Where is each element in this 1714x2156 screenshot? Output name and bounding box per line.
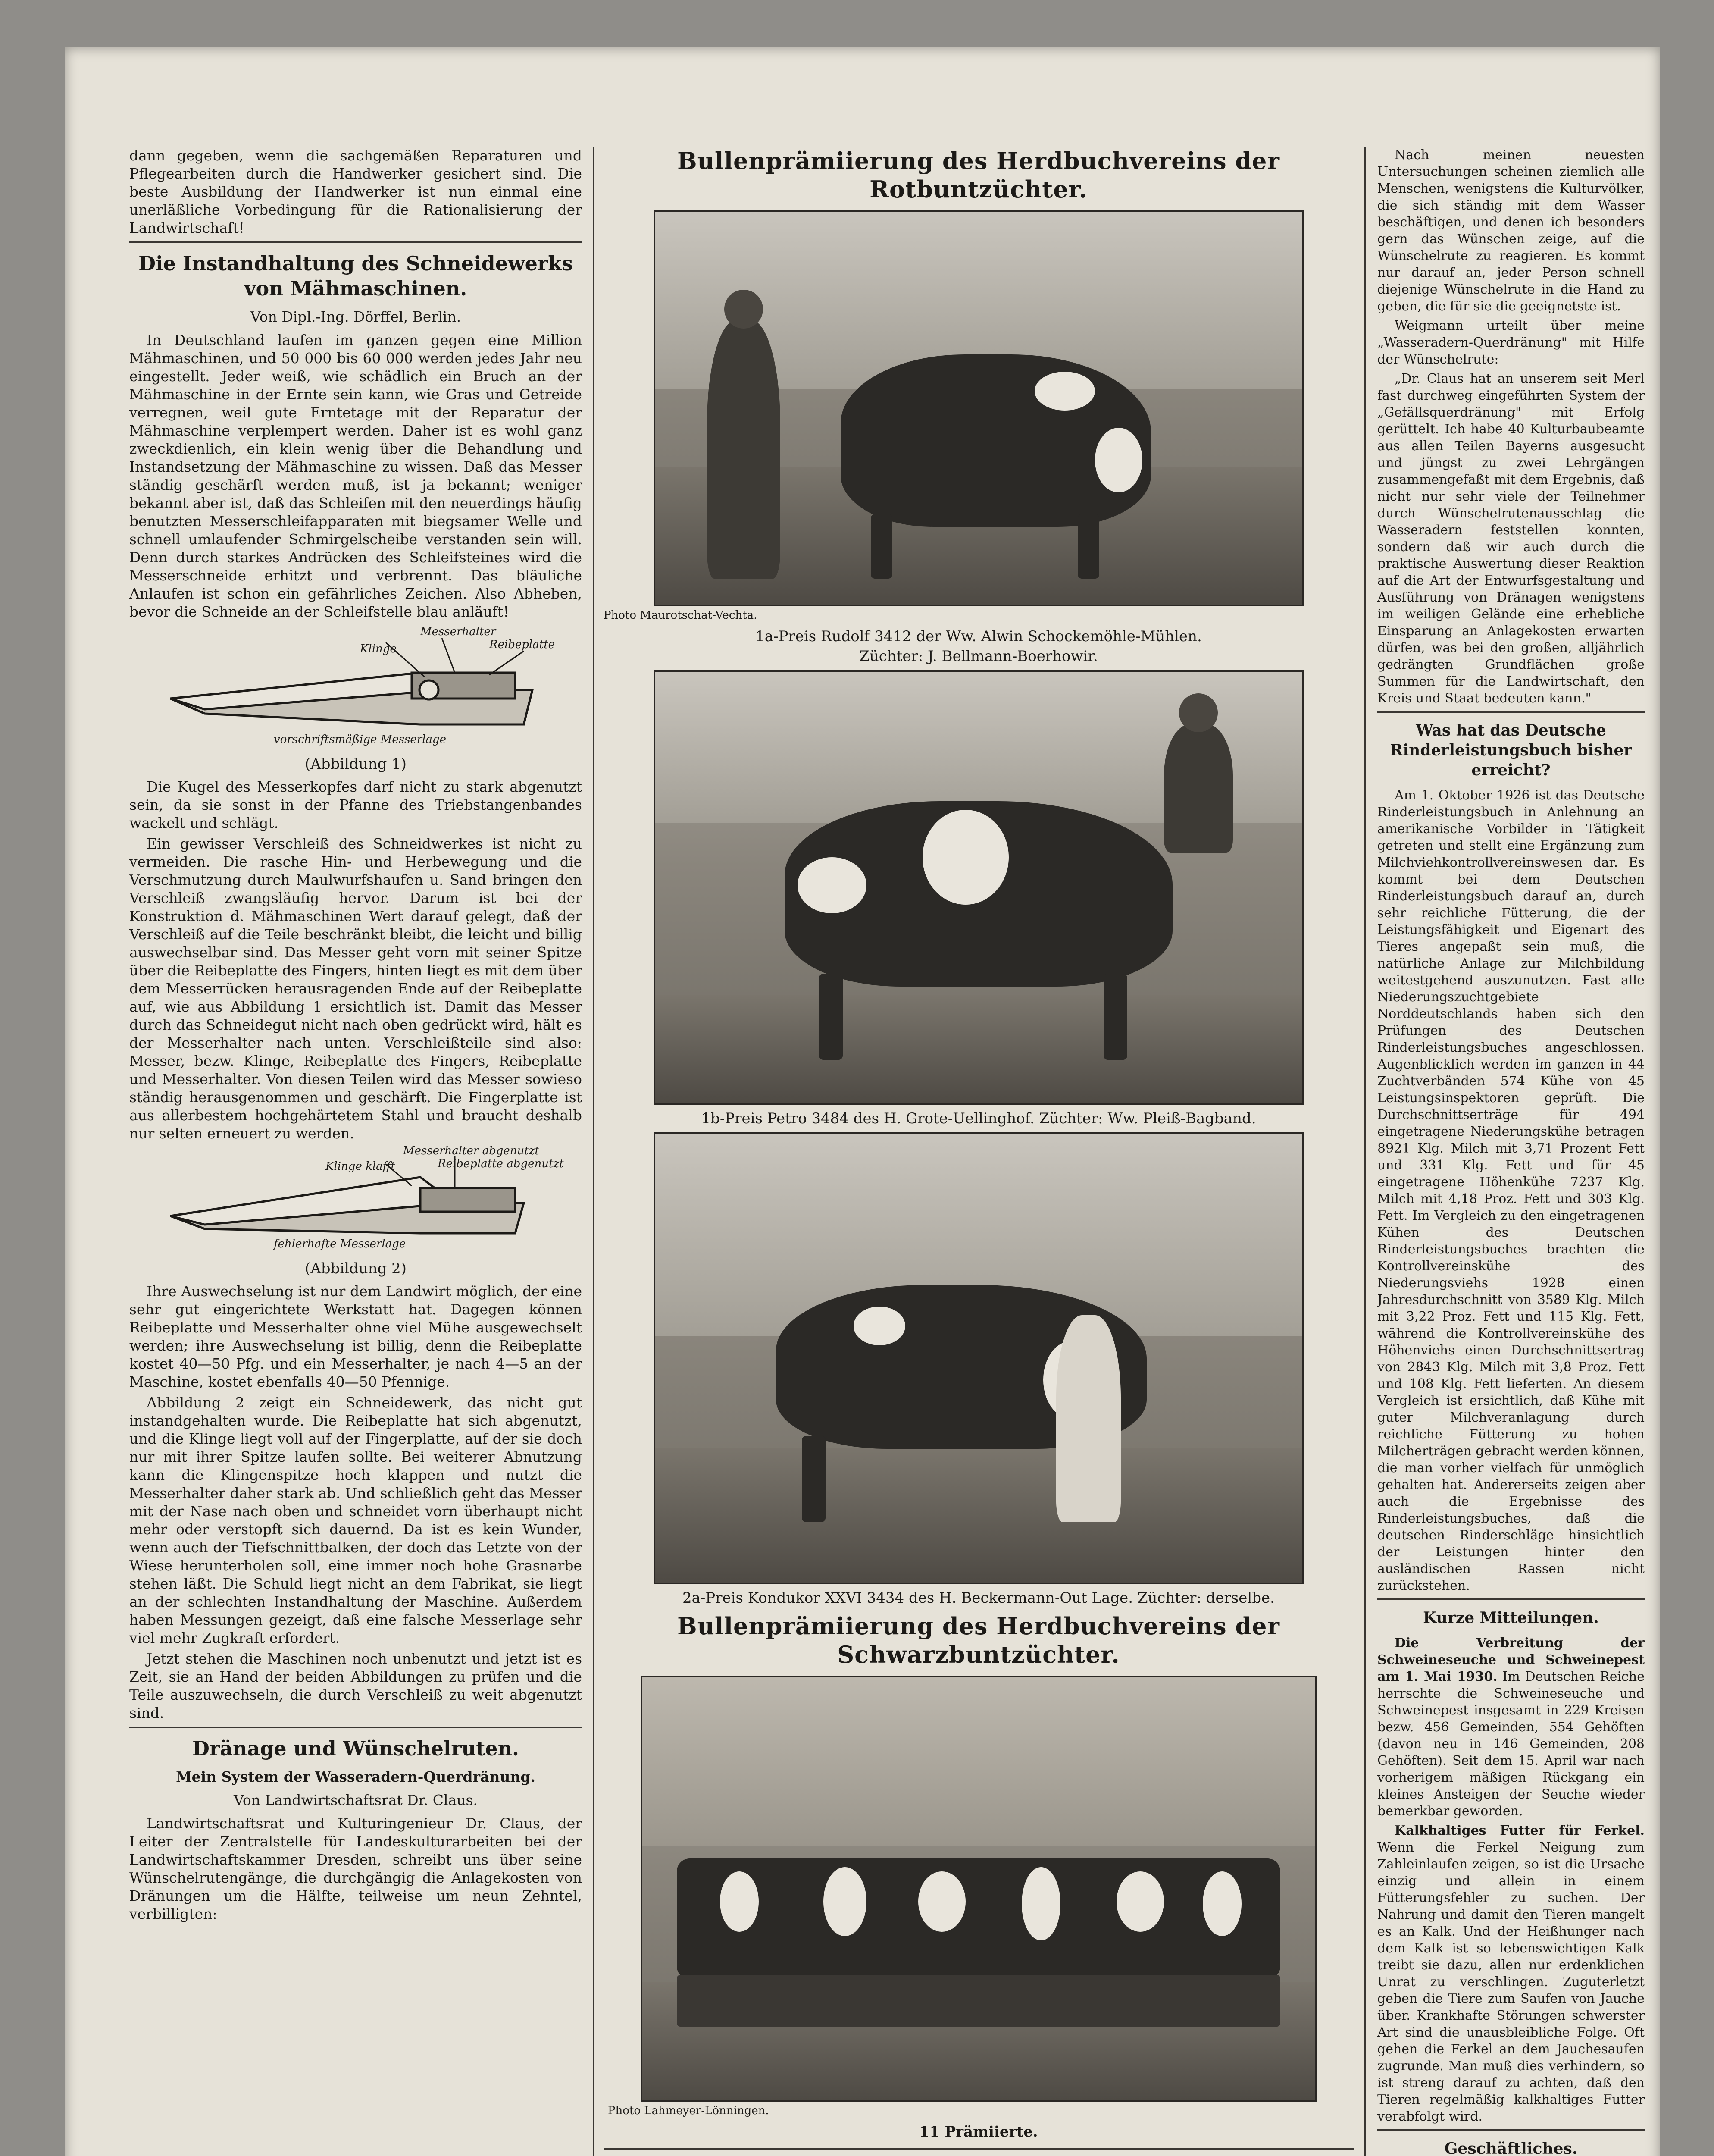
cattle-book-paragraph: Am 1. Oktober 1926 ist das Deutsche Rinderleistungsbuch in Anlehnung an amerikanische Vorbilder in Tätigkeit getreten und stellt eine Ergänzung zum Milchviehkontrollvereinswesen dar. Es kommt bei dem Deutschen Rinderleistungsbuch darauf an, durch sehr reichliche Fütterung, die der Leistungsfähigkeit und Eigenart des Tieres angepaßt sein muß, die natürliche Anlage zur Milchbildung weitestgehend auszunutzen. Fast alle Niederungszuchtgebiete Norddeutschlands haben sich den Prüfungen des Deutschen Rinderleistungsbuches angeschlossen. Augenblicklich werden im ganzen in 44 Zuchtverbänden 574 Kühe von 45 Leistungsinspektoren geprüft. Die Durchschnittserträge für 494 eingetragene Niederungskühe betragen 8921 Klg. Milch mit 3,71 Prozent Fett und 331 Klg. Fett und für 45 eingetragene Höhenkühe 7237 Klg. Milch mit 4,18 Proz. Fett und 303 Klg. Fett. Im Vergleich zu den eingetragenen Kühen des Deutschen Rinderleistungsbuches brachten die Kontrollvereinskühe des Niederungsviehs 1928 einen Jahresdurchschnitt von 3589 Klg. Milch mit 3,22 Proz. Fett und 115 Klg. Fett, während die Kontrollvereinskühe des Höhenviehs einen Durchschnittsertrag von 2843 Klg. Milch mit 3,8 Proz. Fett und 108 Klg. Fett lieferten. An diesem Vergleich ist ersichtlich, daß Kühe mit guter Milchveranlagung durch reichliche Fütterung zu hohen Milcherträgen gebracht werden können, die man vorher vielfach für unmöglich gehalten hat. Andererseits zeigen aber auch die Ergebnisse des Rinderleistungsbuches, daß die deutschen Rinderschläge hinsichtlich der Leistungen hinter den ausländischen Rassen nicht zurückstehen. xyxy=(1377,788,1645,1593)
weigmann-quote: „Dr. Claus hat an unserem seit Merl fast durchweg eingeführten System der „Gefällsquerdränung" mit Erfolg gerüttelt. Ich habe 40 Kulturbaubeamte aus allen Teilen Bayerns ausgesucht und jüngst zu zwei Lehrgängen zusammengefaßt mit dem Ergebnis, daß nicht nur sehr viele der Teilnehmer durch Wünschelrutenausschlag die Wasseradern feststellen konnten, sondern daß wir auch durch die praktische Auswertung dieser Reaktion auf die Art der Entwurfsgestaltung und Ausführung von Dränagen wenigstens im weiligen Gelände eine erhebliche Einsparung an Anlagekosten erwarten dürfen, was bei den großen, alljährlich gedrängten Grundflächen große Summen für die Landwirtschaft, den Kreis und Staat bedeuten kann." xyxy=(1377,371,1645,706)
mowing-paragraph-4: Ihre Auswechselung ist nur dem Landwirt möglich, der eine sehr gut eingerichtete Werkstatt hat. Dagegen können Reibeplatte und Messerhalter ohne viel Mühe ausgewechselt werden; ihre Auswechselung ist billig, denn die Reibeplatte kostet 40—50 Pfg. und ein Messerhalter, je nach 4—5 an der Maschine, kostet ebenfalls 40—50 Pfennige. xyxy=(129,1283,582,1390)
mowing-paragraph-1: In Deutschland laufen im ganzen gegen eine Million Mähmaschinen, und 50 000 bis 60 000 werden jedes Jahr neu eingestellt. Jeder weiß, wie schädlich ein Bruch an der Mähmaschine in der Ernte sein kann, wie Gras und Getreide verregnen, weil gute Erntetage mit der Reparatur der Mähmaschine verplempert werden. Daher ist es wohl ganz zweckdienlich, ein klein wenig über die Behandlung und Instandsetzung der Mähmaschine zu wissen. Daß das Messer ständig geschärft werden muß, ist ja bekannt; weniger bekannt aber ist, daß das Schleifen mit den neuerdings häufig benutzten Messerschleifapparaten mit biegsamer Welle und schnell umlaufender Schmirgelscheibe verstanden sein will. Denn durch starkes Andrücken des Schleifsteines wird die Messerschneide erhitzt und verbrennt. Das bläuliche Anlaufen ist schon ein gefährliches Zeichen. Also Abheben, bevor die Schneide an der Schleifstelle blau anläuft! xyxy=(129,332,582,620)
photo2-caption: 1b-Preis Petro 3484 des H. Grote-Uellinghof. Züchter: Ww. Pleiß-Bagband. xyxy=(701,1110,1256,1127)
article-subtitle-drainage: Mein System der Wasseradern-Querdränung. xyxy=(176,1768,535,1785)
swine-fever-text: Im Deutschen Reiche herrschte die Schweineseuche und Schweinepest insgesamt in 229 Kreisen bezw. 456 Gemeinden, 554 Gehöften (davon neu in 146 Gemeinden, 208 Gehöften). Seit dem 15. April war nach vorherigem mäßigen Rückgang ein kleines Ansteigen der Seuche wieder bemerkbar geworden. xyxy=(1377,1669,1645,1819)
figure-1-caption: (Abbildung 1) xyxy=(304,755,407,773)
drainage-paragraph-1: Landwirtschaftsrat und Kulturingenieur Dr. Claus, der Leiter der Zentralstelle für Landeskulturarbeiten bei der Landwirtschaftskammer Dresden, schreibt uns über seine Wünschelrutengänge, die durchgängig die Anlagekosten von Dränungen um die Hälfte, teilweise um neun Zehntel, verbilligten: xyxy=(129,1815,582,1922)
photo1-credit: Photo Maurotschat-Vechta. xyxy=(604,609,757,622)
title-short-news: Kurze Mitteilungen. xyxy=(1423,1609,1599,1627)
title-red-pied: Bullenprämiierung des Herdbuchvereins der Rotbuntzüchter. xyxy=(677,147,1280,203)
title-business: Geschäftliches. xyxy=(1444,2140,1578,2156)
article-author-claus: Von Landwirtschaftsrat Dr. Claus. xyxy=(234,1792,478,1808)
piglet-feed-title: Kalkhaltiges Futter für Ferkel. xyxy=(1395,1823,1645,1838)
article-title-mowing: Die Instandhaltung des Schneidewerks von Mähmaschinen. xyxy=(138,252,573,300)
fig1-label-correct: vorschriftsmäßige Messerlage xyxy=(274,733,447,746)
photo3-caption: 2a-Preis Kondukor XXVI 3434 des H. Beckermann-Out Lage. Züchter: derselbe. xyxy=(682,1589,1275,1607)
fig2-label-knife-holder: Messerhalter abgenutzt xyxy=(403,1144,539,1157)
piglet-feed-text: Wenn die Ferkel Neigung zum Zahleinlaufen zeigen, so ist die Ursache einzig und allein in einem Fütterungsfehler zu suchen. Der Nahrung und damit den Tieren mangelt es an Kalk. Und der Heißhunger nach dem Kalk ist so lebenswichtigen Kalk treibt sie dazu, allen nur erdenklichen Unrat zu verschlingen. Zuguterletzt geben die Tiere zum Saufen von Jauche über. Krankhafte Störungen schwerster Art sind die unausbleibliche Folge. Oft gehen die Ferkel an dem Jauchesaufen zugrunde. Man muß dies verhindern, so ist streng darauf zu achten, daß den Tieren regelmäßig kalkhaltiges Futter verabfolgt wird. xyxy=(1377,1840,1645,2124)
piglet-feed-item xyxy=(1377,1822,1645,2125)
photo1-breeder: Züchter: J. Bellmann-Boerhowir. xyxy=(859,648,1098,665)
fig2-label-blade: Klinge klafft xyxy=(325,1160,395,1173)
photo-bull-rudolf xyxy=(654,210,1304,606)
photo4-credit: Photo Lahmeyer-Lönningen. xyxy=(608,2104,769,2117)
middle-column xyxy=(604,147,1354,2156)
right-column xyxy=(1377,147,1645,2156)
left-column xyxy=(129,147,582,1926)
newspaper-page xyxy=(65,47,1660,2156)
fig1-label-blade: Klinge xyxy=(360,642,397,655)
mowing-paragraph-2: Die Kugel des Messerkopfes darf nicht zu stark abgenutzt sein, da sie sonst in der Pfanne des Triebstangenbandes wackelt und schlägt. xyxy=(129,778,582,831)
article-author-doerffel: Von Dipl.-Ing. Dörffel, Berlin. xyxy=(250,308,461,325)
photo1-caption: 1a-Preis Rudolf 3412 der Ww. Alwin Schockemöhle-Mühlen. xyxy=(755,628,1202,645)
mowing-paragraph-6: Jetzt stehen die Maschinen noch unbenutzt und jetzt ist es Zeit, sie an Hand der beiden Abbildungen zu prüfen und die Teile auszuwechseln, die durch Verschleiß zu weit abgenutzt sind. xyxy=(129,1650,582,1721)
photo-bull-kondukor xyxy=(654,1132,1304,1584)
photo-eleven-bulls xyxy=(641,1676,1317,2102)
figure-2-caption: (Abbildung 2) xyxy=(304,1260,407,1277)
figure-1-diagram xyxy=(144,625,567,750)
figure-2-diagram xyxy=(144,1144,567,1255)
title-cattle-book: Was hat das Deutsche Rinderleistungsbuch bisher erreicht? xyxy=(1390,721,1632,779)
title-black-pied: Bullenprämiierung des Herdbuchvereins der Schwarzbuntzüchter. xyxy=(677,1612,1280,1668)
photo-bull-petro xyxy=(654,670,1304,1105)
swine-fever-item xyxy=(1377,1635,1645,1820)
weigmann-intro: Weigmann urteilt über meine „Wasseradern-Querdränung" mit Hilfe der Wünschelrute: xyxy=(1377,318,1645,367)
article-title-drainage: Dränage und Wünschelruten. xyxy=(192,1737,519,1760)
photo4-caption: 11 Prämiierte. xyxy=(919,2123,1038,2140)
fig1-label-wear-plate: Reibeplatte xyxy=(489,638,555,651)
mowing-paragraph-3: Ein gewisser Verschleiß des Schneidwerkes ist nicht zu vermeiden. Die rasche Hin- und Herbewegung und die Verschmutzung durch Maulwurfshaufen u. Sand bringen den Verschleiß zwangsläufig hervor. Darum ist bei der Konstruktion d. Mähmaschinen Wert darauf gelegt, daß der Verschleiß auf die Teile beschränkt bleibt, die leicht und billig auswechselbar sind. Das Messer geht vorn mit seiner Spitze über die Reibeplatte des Fingers, hinten liegt es mit dem über dem Messerrücken herausragenden Ende auf der Reibeplatte auf, wie aus Abbildung 1 ersichtlich ist. Damit das Messer durch das Schneidegut nicht nach oben gedrückt wird, hält es der Messerhalter nach unten. Verschleißteile sind also: Messer, bezw. Klinge, Reibeplatte des Fingers, Reibeplatte und Messerhalter. Von diesen Teilen wird das Messer sowieso ständig herausgenommen und geschärft. Die Fingerplatte ist aus allerbestem hochgehärtetem Stahl und braucht deshalb nur selten erneuert zu werden. xyxy=(129,835,582,1142)
swine-fever-title: Die Verbreitung der Schweineseuche und Schweinepest am 1. Mai 1930. xyxy=(1377,1636,1645,1684)
fig2-label-faulty: fehlerhafte Messerlage xyxy=(274,1238,406,1250)
claus-paragraph-2: Nach meinen neuesten Untersuchungen scheinen ziemlich alle Menschen, wenigstens die Kulturvölker, die sich ständig mit dem Wasser beschäftigen, und denen ich besonders gern das Wünschen zeige, auf die Wünschelrute zu reagieren. Es kommt nur darauf an, jeder Person schnell diejenige Wünschelrute in die Hand zu geben, die für sie die geeignetste ist. xyxy=(1377,147,1645,314)
fig1-label-knife-holder: Messerhalter xyxy=(420,625,496,638)
fig2-label-wear-plate: Reibeplatte abgenutzt xyxy=(438,1157,564,1170)
mowing-paragraph-5: Abbildung 2 zeigt ein Schneidewerk, das nicht gut instandgehalten wurde. Die Reibeplatte hat sich abgenutzt, und die Klinge liegt voll auf der Fingerplatte, auf der sie doch nur mit ihrer Spitze laufen sollte. Bei weiterer Abnutzung kann die Klingenspitze hoch klappen und nutzt die Messerhalter daher stark ab. Und schließlich geht das Messer mit der Nase nach oben und schneidet vorn überhaupt nicht mehr oder verstopft sich dauernd. Da ist es kein Wunder, wenn auch der Tiefschnittbalken, der doch das Letzte von der Wiese herunterholen soll, eine immer noch hohe Grasnarbe stehen läßt. Die Schuld liegt nicht an dem Fabrikat, sie liegt an der schlechten Instandhaltung der Maschine. Außerdem haben Messungen gezeigt, daß eine falsche Messerlage sehr viel mehr Zugkraft erfordert. xyxy=(129,1394,582,1646)
intro-text: dann gegeben, wenn die sachgemäßen Reparaturen und Pflegearbeiten durch die Handwerker gesichert sind. Die beste Ausbildung der Handwerker ist nun einmal eine unerläßliche Vorbedingung für die Rationalisierung der Landwirtschaft! xyxy=(129,147,582,236)
